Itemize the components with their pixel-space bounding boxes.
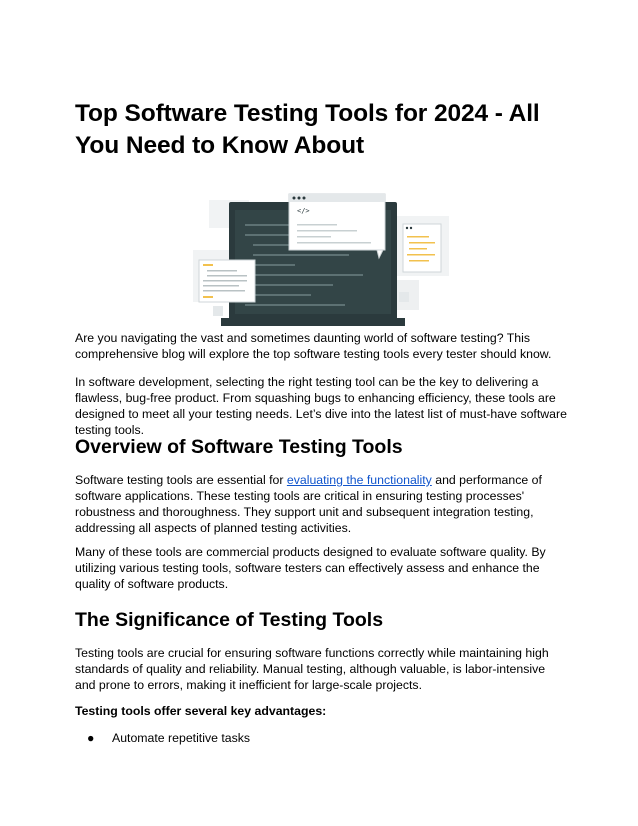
- list-item-text: Automate repetitive tasks: [112, 731, 251, 745]
- hero-illustration: [193, 180, 449, 326]
- decor-square: [213, 306, 223, 316]
- window-dot: [410, 227, 412, 229]
- intro-paragraph-1: Are you navigating the vast and sometimes daunting world of software testing? This comprehensive blog will explore the top software testing tools every tester should know.: [75, 331, 552, 361]
- bullet-icon: ●: [87, 731, 95, 745]
- window-dot: [406, 227, 408, 229]
- code-tag-icon: </>: [297, 207, 310, 215]
- monitor-base: [221, 318, 405, 326]
- overview-paragraph-2: Many of these tools are commercial products designed to evaluate software quality. By utilizing various testing tools, software testers can effectively assess and enhance the quality of software products.: [75, 545, 546, 591]
- overview-paragraph-1: [75, 472, 567, 536]
- window-dot: [298, 197, 301, 200]
- functionality-link[interactable]: evaluating the functionality: [286, 473, 432, 487]
- advantages-list: [75, 730, 250, 746]
- window-dot: [303, 197, 306, 200]
- overview-text-before-link: Software testing tools are essential for: [75, 473, 287, 487]
- code-window: [289, 194, 385, 250]
- advantages-label: Testing tools offer several key advantages:: [75, 704, 327, 718]
- heading-significance: The Significance of Testing Tools: [75, 609, 384, 631]
- window-dot: [293, 197, 296, 200]
- article-title: Top Software Testing Tools for 2024 - All You Need to Know About: [75, 100, 540, 159]
- intro-paragraph-2: In software development, selecting the right testing tool can be the key to delivering a flawless, bug-free product. From squashing bugs to enhancing efficiency, these tools are designed to meet all your testing needs. Let’s dive into the latest list of must-have software testing tools.: [75, 375, 567, 437]
- list-item: [75, 730, 250, 746]
- heading-overview: Overview of Software Testing Tools: [75, 436, 403, 458]
- significance-paragraph: Testing tools are crucial for ensuring software functions correctly while maintaining high standards of quality and reliability. Manual testing, although valuable, is labor-intensive and prone to errors, making it inefficient for large-scale projects.: [75, 646, 549, 692]
- overview-text-after-link: and performance of software applications. These testing tools are critical in ensuring testing processes' robustness and thoroughness. They support unit and subsequent integration testing, addressing all aspects of planned testing activities.: [75, 473, 542, 535]
- decor-square: [399, 292, 409, 302]
